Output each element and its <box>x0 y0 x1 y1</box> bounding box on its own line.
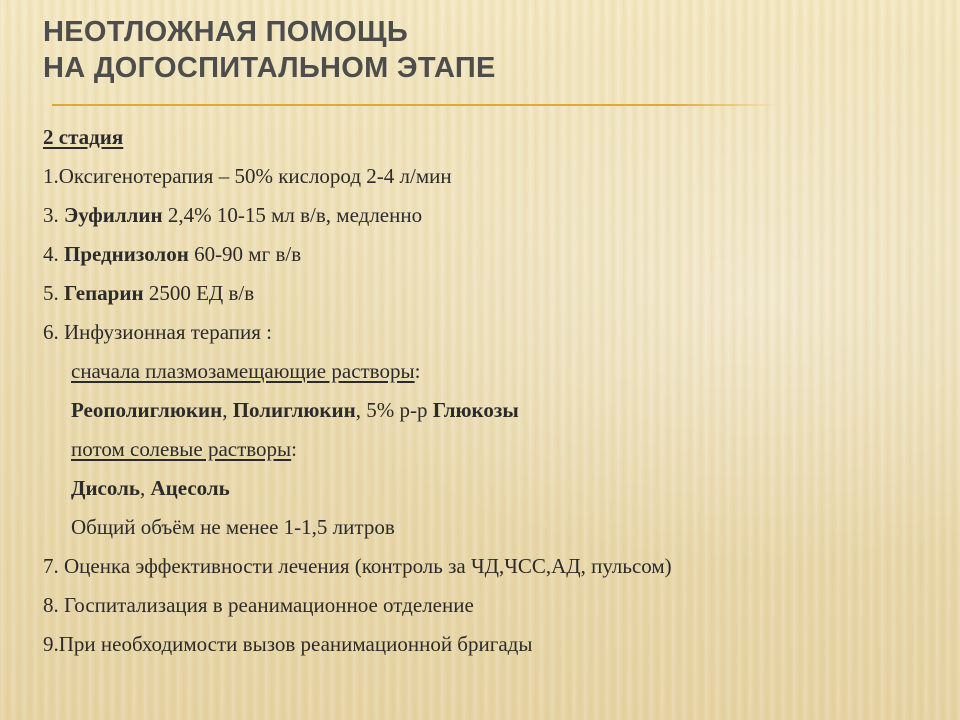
drug-glucose: Глюкозы <box>432 398 519 422</box>
item-3 <box>43 196 923 235</box>
first-solutions-label: сначала плазмозамещающие растворы <box>71 359 415 383</box>
total-volume: Общий объём не менее 1-1,5 литров <box>71 515 395 539</box>
drugs-comma-2: , <box>139 476 151 500</box>
item-1: 1.Оксигенотерапия – 50% кислород 2-4 л/мин <box>43 164 452 188</box>
first-solutions-drugs <box>43 391 923 430</box>
title-line-1: НЕОТЛОЖНАЯ ПОМОЩЬ <box>43 16 408 48</box>
title-line-2: НА ДОГОСПИТАЛЬНОМ ЭТАПЕ <box>43 52 496 84</box>
then-solutions-line <box>43 430 923 469</box>
then-solutions-drugs <box>43 469 923 508</box>
drug-reopolyglukin: Реополиглюкин <box>71 398 223 422</box>
item-4-drug: Преднизолон <box>64 242 189 266</box>
item-3-rest: 2,4% 10-15 мл в/в, медленно <box>162 203 423 227</box>
drug-disol: Дисоль <box>71 476 140 500</box>
item-5-drug: Гепарин <box>64 281 144 305</box>
drug-polyglukin: Полиглюкин <box>232 398 356 422</box>
glucose-text: , 5% р-р <box>355 398 433 422</box>
stage-heading <box>43 118 923 157</box>
slide-title <box>43 14 903 86</box>
then-solutions-label: потом солевые растворы <box>71 437 292 461</box>
then-solutions-colon: : <box>291 437 297 461</box>
item-7: 7. Оценка эффективности лечения (контроль за ЧД,ЧСС,АД, пульсом) <box>43 554 672 578</box>
title-divider <box>52 104 780 106</box>
first-solutions-line <box>43 352 923 391</box>
item-9: 9.При необходимости вызов реанимационной бригады <box>43 632 533 656</box>
item-5 <box>43 274 923 313</box>
stage-label: 2 стадия <box>43 125 124 149</box>
item-5-prefix: 5. <box>43 281 64 305</box>
item-5-rest: 2500 ЕД в/в <box>143 281 255 305</box>
item-4-prefix: 4. <box>43 242 64 266</box>
item-4-rest: 60-90 мг в/в <box>188 242 302 266</box>
slide-content <box>43 118 923 664</box>
item-3-prefix: 3. <box>43 203 64 227</box>
item-4 <box>43 235 923 274</box>
first-solutions-colon: : <box>414 359 421 383</box>
item-6: 6. Инфузионная терапия : <box>43 320 272 344</box>
item-8: 8. Госпитализация в реанимационное отделение <box>43 593 474 617</box>
drugs-comma-1: , <box>222 398 233 422</box>
drug-acesol: Ацесоль <box>150 476 230 500</box>
item-3-drug: Эуфиллин <box>64 203 163 227</box>
